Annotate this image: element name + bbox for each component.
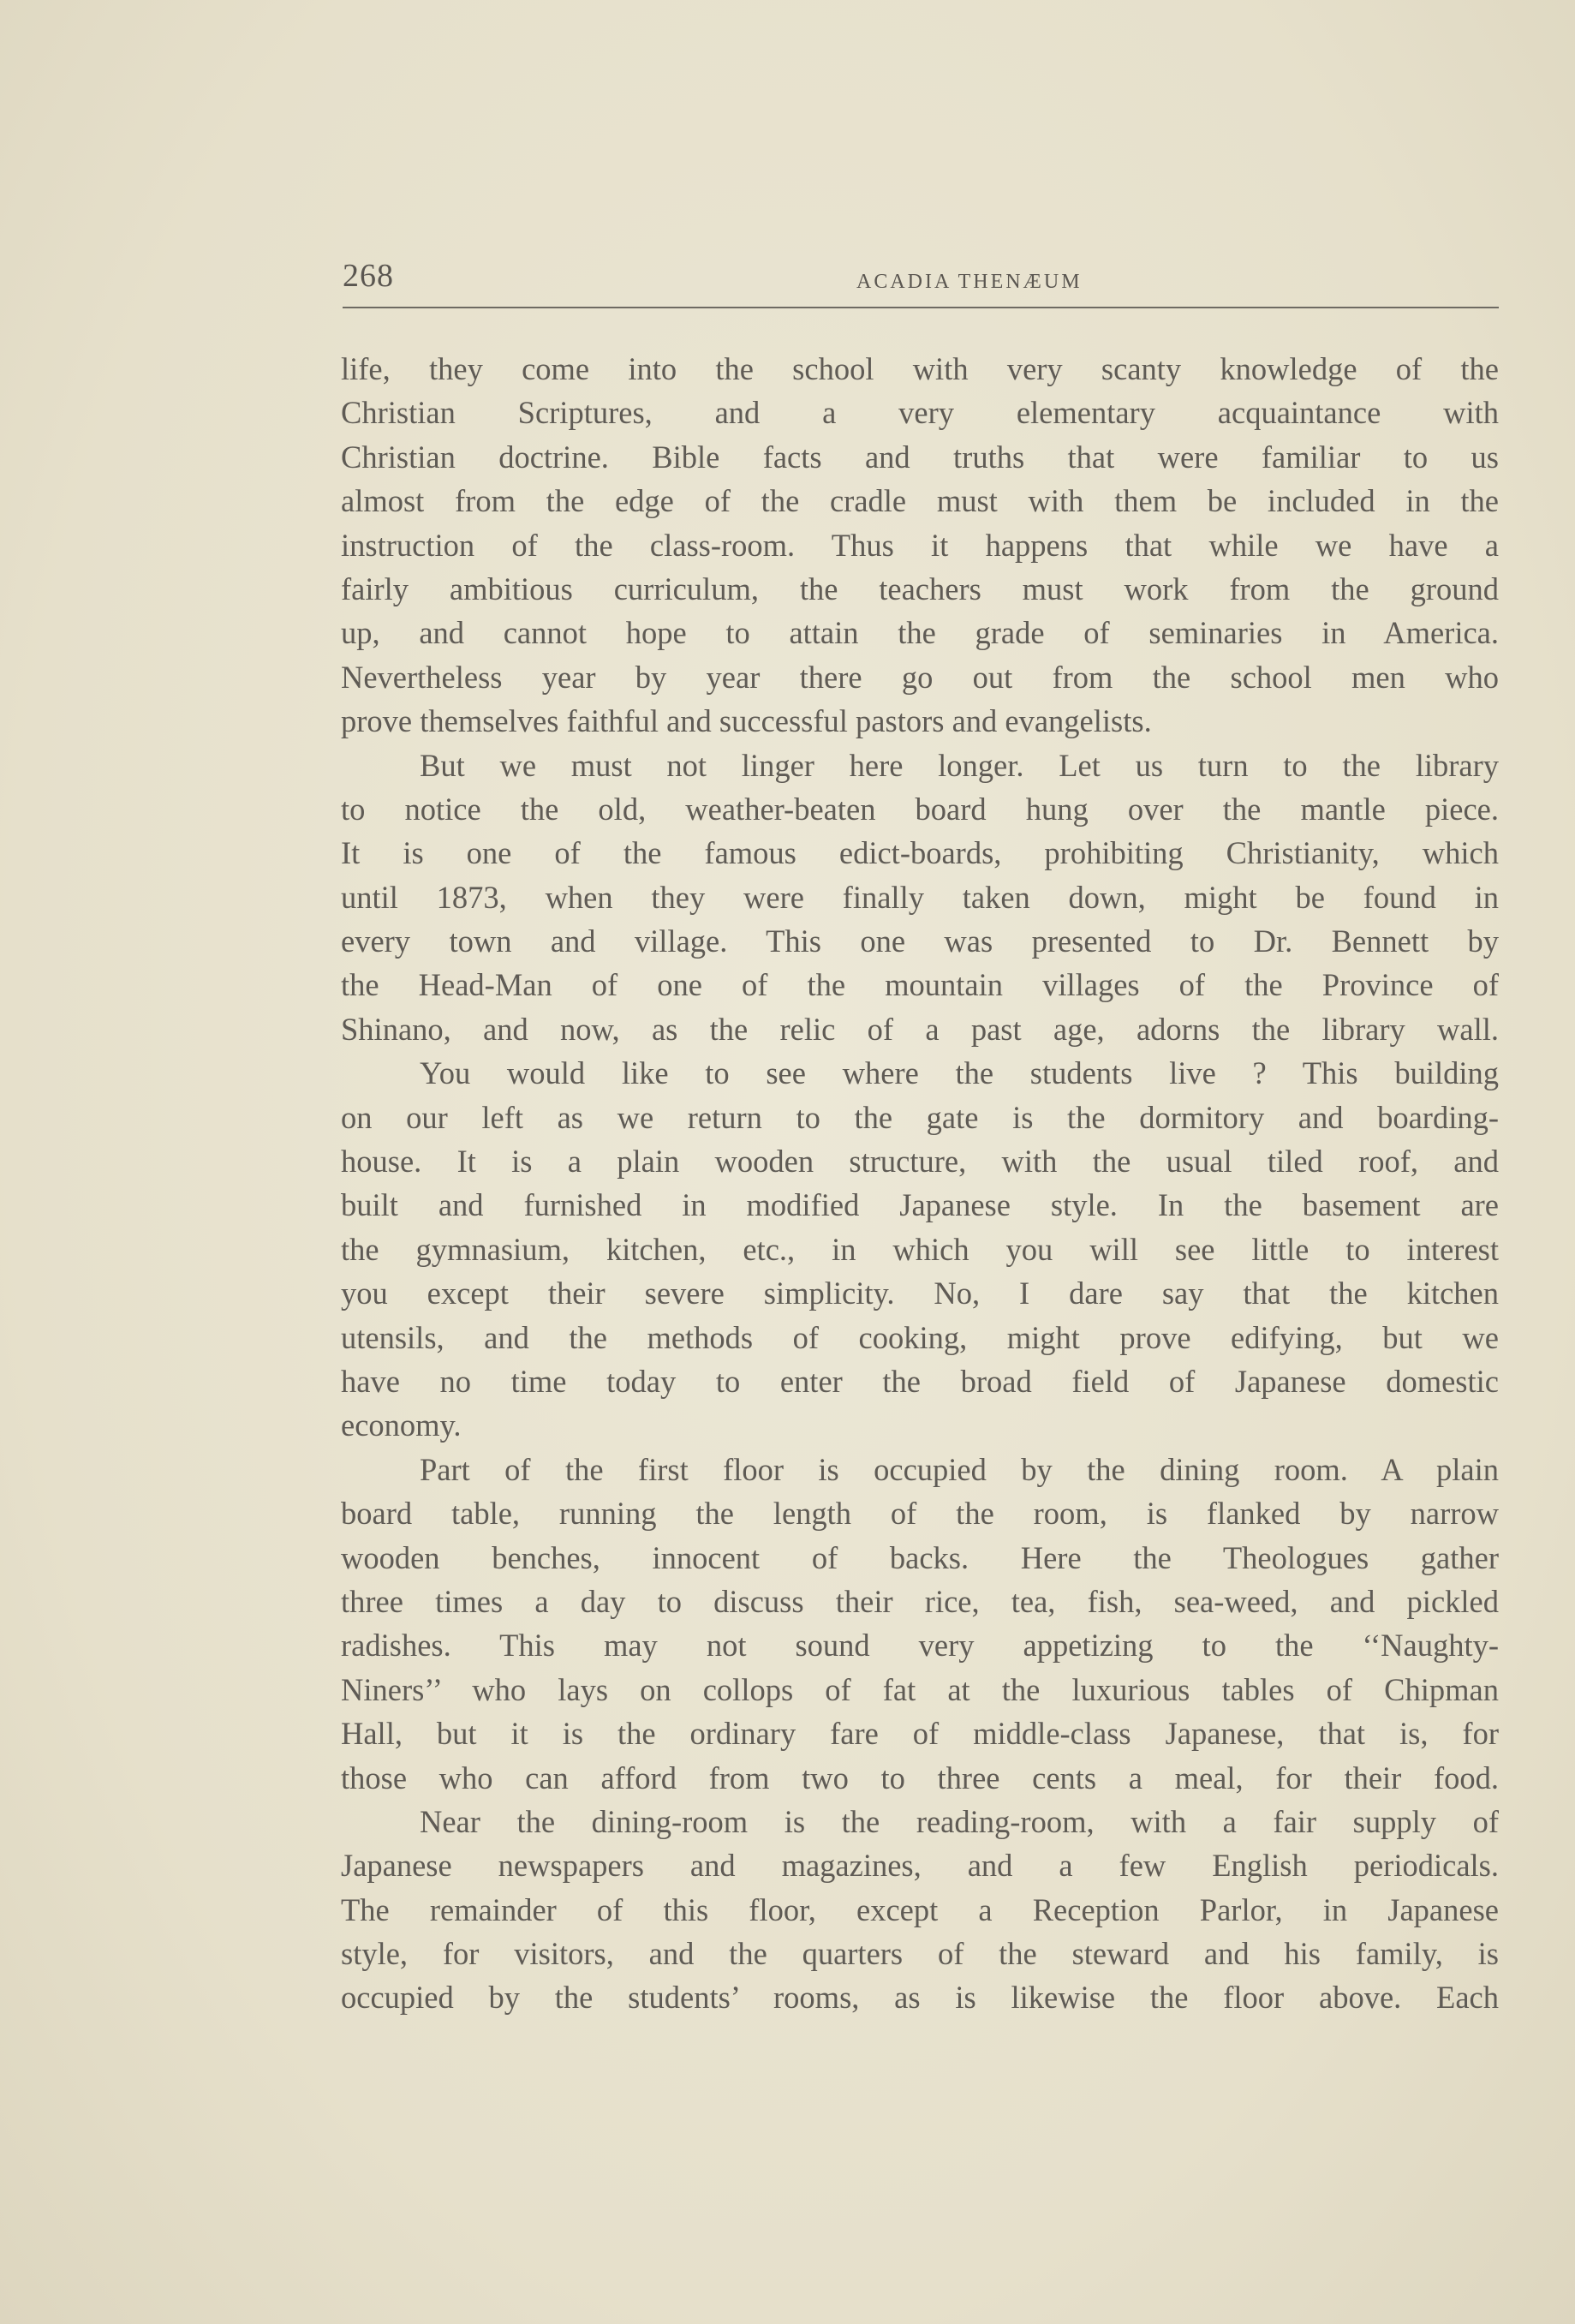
- text-line: Christian doctrine. Bible facts and truths that were familiar to us: [341, 439, 1499, 475]
- text-line: have no time today to enter the broad field of Japanese domestic: [341, 1363, 1499, 1399]
- paragraph-start-line: You would like to see where the students live ? This building: [420, 1055, 1499, 1091]
- text-line: those who can afford from two to three cents a meal, for their food.: [341, 1759, 1499, 1795]
- page-number: 268: [343, 258, 394, 294]
- text-line: radishes. This may not sound very appetizing to the ‘‘Naughty-: [341, 1628, 1499, 1664]
- page-header: [343, 257, 1499, 308]
- text-line: house. It is a plain wooden structure, with the usual tiled roof, and: [341, 1144, 1499, 1180]
- text-line: style, for visitors, and the quarters of the steward and his family, is: [341, 1936, 1499, 1972]
- text-line: every town and village. This one was presented to Dr. Bennett by: [341, 923, 1499, 959]
- paragraph-start-line: Near the dining-room is the reading-room, with a fair supply of: [420, 1803, 1499, 1839]
- text-line: Hall, but it is the ordinary fare of middle-class Japanese, that is, for: [341, 1716, 1499, 1752]
- text-line: built and furnished in modified Japanese style. In the basement are: [341, 1187, 1499, 1223]
- paragraph-start-line: Part of the first floor is occupied by the dining room. A plain: [420, 1451, 1499, 1487]
- text-line: almost from the edge of the cradle must with them be included in the: [341, 483, 1499, 519]
- paragraph-start-line: But we must not linger here longer. Let us turn to the library: [420, 747, 1499, 783]
- text-line: instruction of the class-room. Thus it happens that while we have a: [341, 527, 1499, 563]
- text-line: to notice the old, weather-beaten board hung over the mantle piece.: [341, 791, 1499, 827]
- text-line: the gymnasium, kitchen, etc., in which you will see little to interest: [341, 1231, 1499, 1267]
- running-title: ACADIA THENÆUM: [856, 271, 1083, 293]
- text-line: Nevertheless year by year there go out from the school men who: [341, 659, 1499, 695]
- text-line: utensils, and the methods of cooking, might prove edifying, but we: [341, 1319, 1499, 1355]
- text-line: you except their severe simplicity. No, I dare say that the kitchen: [341, 1276, 1499, 1311]
- text-line: economy.: [341, 1407, 462, 1443]
- text-line: the Head-Man of one of the mountain villages of the Province of: [341, 967, 1499, 1003]
- text-line: Japanese newspapers and magazines, and a few English periodicals.: [341, 1848, 1499, 1884]
- text-line: prove themselves faithful and successful pastors and evangelists.: [341, 703, 1152, 739]
- text-line: Christian Scriptures, and a very elementary acquaintance with: [341, 395, 1499, 431]
- text-line: It is one of the famous edict-boards, prohibiting Christianity, which: [341, 835, 1499, 871]
- text-line: fairly ambitious curriculum, the teachers must work from the ground: [341, 571, 1499, 606]
- text-line: wooden benches, innocent of backs. Here the Theologues gather: [341, 1539, 1499, 1575]
- text-line: on our left as we return to the gate is the dormitory and boarding-: [341, 1099, 1499, 1135]
- text-line: life, they come into the school with very scanty knowledge of the: [341, 351, 1499, 386]
- text-line: up, and cannot hope to attain the grade of seminaries in America.: [341, 615, 1499, 651]
- text-line: occupied by the students’ rooms, as is likewise the floor above. Each: [341, 1980, 1499, 2016]
- text-line: board table, running the length of the room, is flanked by narrow: [341, 1496, 1499, 1532]
- text-line: Shinano, and now, as the relic of a past age, adorns the library wall.: [341, 1011, 1499, 1047]
- body-text: [341, 347, 1499, 2020]
- text-line: until 1873, when they were finally taken down, might be found in: [341, 879, 1499, 915]
- text-line: three times a day to discuss their rice, tea, fish, sea-weed, and pickled: [341, 1583, 1499, 1619]
- text-line: Niners’’ who lays on collops of fat at the luxurious tables of Chipman: [341, 1671, 1499, 1707]
- header-rule: [343, 307, 1499, 308]
- text-line: The remainder of this floor, except a Reception Parlor, in Japanese: [341, 1891, 1499, 1927]
